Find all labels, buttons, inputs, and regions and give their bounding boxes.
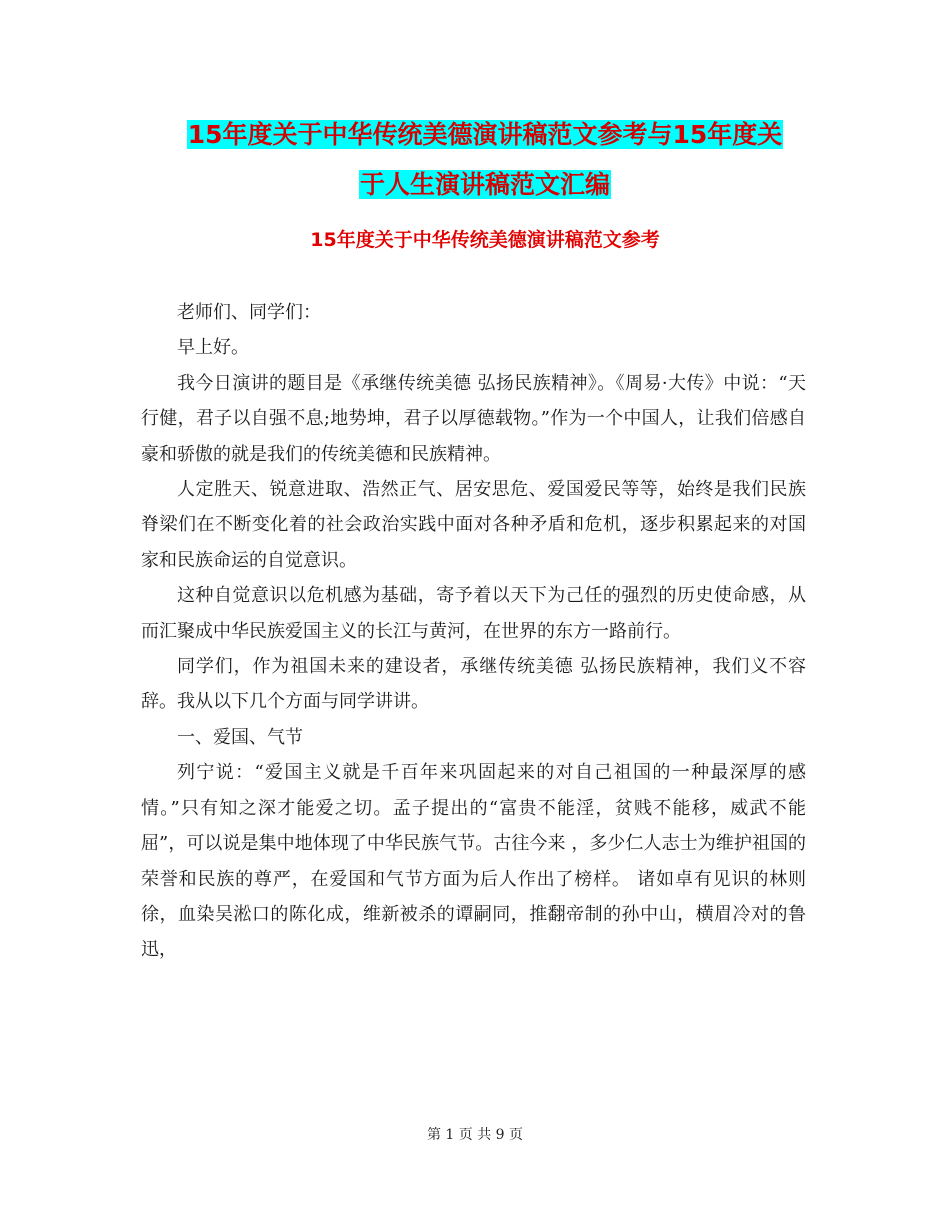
paragraph-awareness: 这种自觉意识以危机感为基础，寄予着以天下为己任的强烈的历史使命感，从而汇聚成中华民族爱国主义的长江与黄河，在世界的东方一路前行。: [141, 585, 806, 642]
paragraph-lenin: 列宁说：“爱国主义就是千百年来巩固起来的对自己祖国的一种最深厚的感情。”只有知之深才能爱之切。孟子提出的“富贵不能淫，贫贱不能移，威武不能屈”，可以说是集中地体现了中华民族气节。古往今来 ，多少仁人志士为维护祖国的荣誉和民族的尊严，在爱国和气节方面为后人作出了榜样。 诸如卓有见识的林则徐，血染吴淞口的陈化成，维新被杀的谭嗣同，推翻帝制的孙中山，横眉冷对的鲁迅，: [141, 762, 806, 961]
section-title: 15年度关于中华传统美德演讲稿范文参考: [310, 229, 660, 251]
paragraph-greeting: 老师们、同学们：: [177, 302, 321, 323]
document-title: [140, 110, 830, 210]
title-line-2: 于人生演讲稿范文汇编: [359, 170, 610, 199]
paragraph-morning: 早上好。: [177, 337, 249, 359]
paragraph-spirit: 人定胜天、锐意进取、浩然正气、居安思危、爱国爱民等等，始终是我们民族脊梁们在不断变化着的社会政治实践中面对各种矛盾和危机，逐步积累起来的对国家和民族命运的自觉意识。: [141, 479, 806, 571]
page-footer: 第 1 页 共 9 页: [426, 1127, 524, 1143]
paragraph-topic: 我今日演讲的题目是《承继传统美德 弘扬民族精神》。《周易·大传》中说：“天行健，君子以自强不息;地势坤，君子以厚德载物。”作为一个中国人，让我们倍感自豪和骄傲的就是我们的传统美德和民族精神。: [141, 372, 806, 465]
title-line-1: 15年度关于中华传统美德演讲稿范文参考与15年度关: [187, 120, 783, 149]
paragraph-students: 同学们，作为祖国未来的建设者，承继传统美德 弘扬民族精神，我们义不容辞。我从以下几个方面与同学讲讲。: [141, 656, 806, 713]
paragraph-heading-patriotism: 一、爱国、气节: [177, 726, 303, 748]
document-body: [141, 295, 806, 968]
